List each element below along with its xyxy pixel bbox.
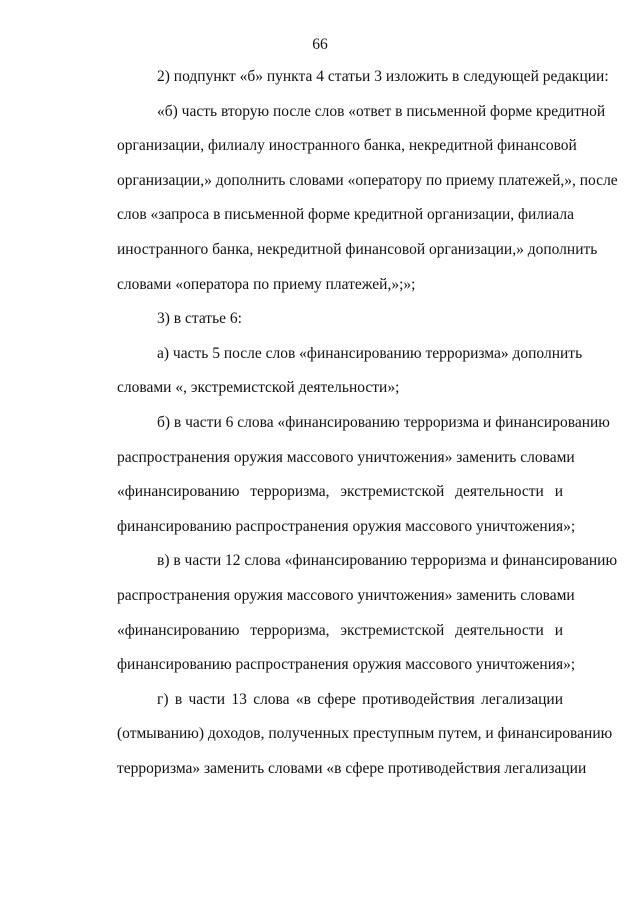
text-line: организации, филиалу иностранного банка, некредитной финансовой	[117, 137, 577, 155]
text-line: (отмыванию) доходов, полученных преступным путем, и финансированию	[117, 725, 613, 743]
text-line: «финансированию терроризма, экстремистской деятельности и	[117, 483, 563, 501]
text-line: в) в части 12 слова «финансированию терроризма и финансированию	[157, 552, 618, 570]
paragraph-item-3	[77, 302, 563, 337]
text-line: распространения оружия массового уничтожения» заменить словами	[117, 586, 575, 604]
text-line: 2) подпункт «б» пункта 4 статьи 3 изложить в следующей редакции:	[157, 68, 609, 85]
paragraph-subitem-b-text	[77, 95, 618, 303]
text-line: организации,» дополнить словами «оператору по приему платежей,», после	[117, 171, 618, 189]
paragraph-subitem-v	[77, 544, 618, 682]
text-line: словами «, экстремистской деятельности»;	[117, 379, 400, 397]
text-line: иностранного банка, некредитной финансовой организации,» дополнить	[117, 240, 598, 258]
page-number: 66	[312, 36, 328, 53]
text-line: б) в части 6 слова «финансированию терроризма и финансированию	[157, 413, 610, 431]
text-line: слов «запроса в письменной форме кредитной организации, филиала	[117, 206, 575, 224]
paragraph-subitem-g	[77, 683, 613, 787]
text-line: «финансированию терроризма, экстремистской деятельности и	[117, 621, 563, 639]
text-line: терроризма» заменить словами «в сфере противодействия легализации	[117, 759, 587, 777]
text-line: распространения оружия массового уничтожения» заменить словами	[117, 448, 575, 466]
text-line: финансированию распространения оружия массового уничтожения»;	[117, 656, 576, 674]
text-line: 3) в статье 6:	[157, 310, 242, 328]
paragraph-item-2-amendment	[77, 60, 609, 95]
paragraph-subitem-b	[77, 406, 610, 544]
text-line: г) в части 13 слова «в сфере противодействия легализации	[157, 690, 563, 708]
text-line: а) часть 5 после слов «финансированию терроризма» дополнить	[157, 344, 583, 362]
paragraph-subitem-a	[77, 337, 583, 406]
text-line: словами «оператора по приему платежей,»;»;	[117, 275, 416, 293]
document-body	[77, 60, 618, 786]
text-line: финансированию распространения оружия массового уничтожения»;	[117, 517, 576, 535]
text-line: «б) часть вторую после слов «ответ в письменной форме кредитной	[157, 102, 606, 120]
